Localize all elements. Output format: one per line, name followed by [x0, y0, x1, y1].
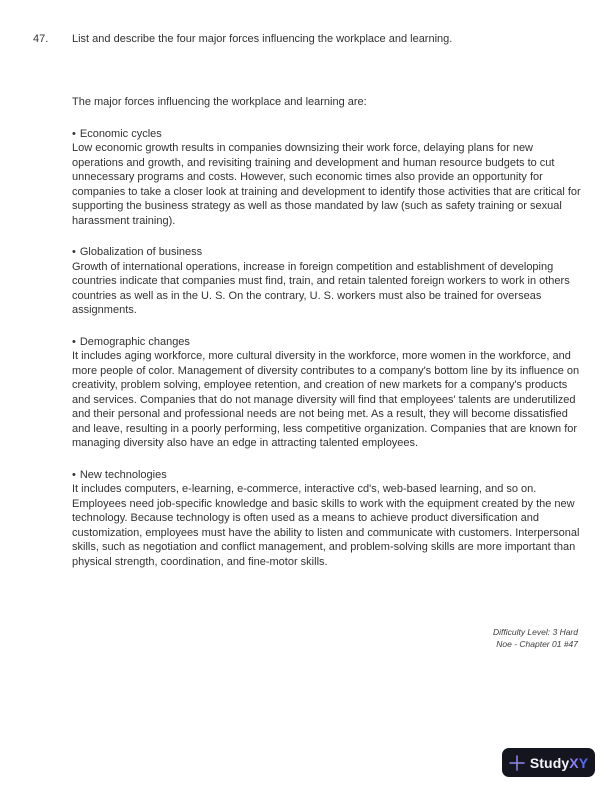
answer-block: [72, 95, 582, 569]
answer-section-economic-cycles: [72, 127, 582, 229]
section-heading-text: Demographic changes: [79, 335, 190, 348]
section-heading: [72, 335, 582, 350]
difficulty-level: Difficulty Level: 3 Hard: [492, 627, 578, 637]
section-body: Growth of international operations, increase in foreign competition and establishment of developing countries indicate that companies must find, train, and retain talented foreign workers to work in others countries as well as in the U. S. On the contrary, U. S. workers must also be trained for overseas assignments.: [72, 260, 570, 316]
logo-text-y: Y: [578, 754, 589, 771]
logo-text-study: Study: [529, 754, 570, 771]
section-heading: [72, 468, 582, 483]
answer-intro: The major forces influencing the workplace and learning are:: [72, 96, 367, 108]
section-heading-text: Globalization of business: [79, 246, 203, 258]
bullet-icon: •: [72, 127, 76, 140]
section-body: It includes aging workforce, more cultural diversity in the workforce, more women in the workforce, and more people of color. Management of diversity contributes to a company's bottom line by its influence on creativity, problem solving, employee retention, and creation of new markets for a company's products and services. Companies that do not manage diversity will find that employees' talents are underutilized and their personal and professional needs are not being met. As a result, they will become dissatisfied and leave, resulting in a poorly performing, less competitive organization. Companies that are known for managing diversity also have an edge in attracting talented employees.: [72, 350, 580, 449]
question-text: List and describe the four major forces influencing the workplace and learning.: [72, 33, 453, 45]
section-heading-text: Economic cycles: [79, 127, 162, 140]
bullet-icon: •: [72, 246, 76, 258]
question-row: [33, 32, 579, 47]
bullet-icon: •: [72, 335, 76, 348]
section-heading: [72, 245, 582, 260]
answer-section-globalization: [72, 245, 582, 318]
section-body: It includes computers, e-learning, e-commerce, interactive cd's, web-based learning, and so on. Employees need job-specific knowledge and basic skills to work with the equipment created by the new technology. Because technology is often used as a means to achieve product diversification and customization, employees must have the ability to listen and communicate with customers. Interpersonal skills, such as negotiation and conflict management, and problem-solving skills are more important than physical strength, coordination, and fine-motor skills.: [72, 483, 580, 568]
section-heading-text: New technologies: [79, 468, 167, 481]
question-number: 47.: [33, 33, 49, 45]
section-body: Low economic growth results in companies downsizing their work force, delaying plans for new operations and growth, and revisiting training and development and human resource budgets to cut unnecessary programs and costs. However, such economic times also provide an opportunity for companies to take a closer look at training and development to identify those activities that are critical for supporting the business strategy as well as those mandated by law (such as safety training or sexual harassment training).: [72, 142, 581, 227]
studyxy-logo: [502, 748, 595, 777]
answer-section-new-technologies: [72, 468, 582, 570]
logo-text-x: X: [569, 754, 579, 771]
section-heading: [72, 127, 582, 142]
plus-icon: [509, 755, 525, 771]
answer-section-demographic-changes: [72, 335, 582, 451]
source-reference: Noe - Chapter 01 #47: [496, 639, 578, 649]
bullet-icon: •: [72, 468, 76, 481]
logo-text: [530, 755, 588, 771]
footer-meta: [72, 626, 578, 650]
